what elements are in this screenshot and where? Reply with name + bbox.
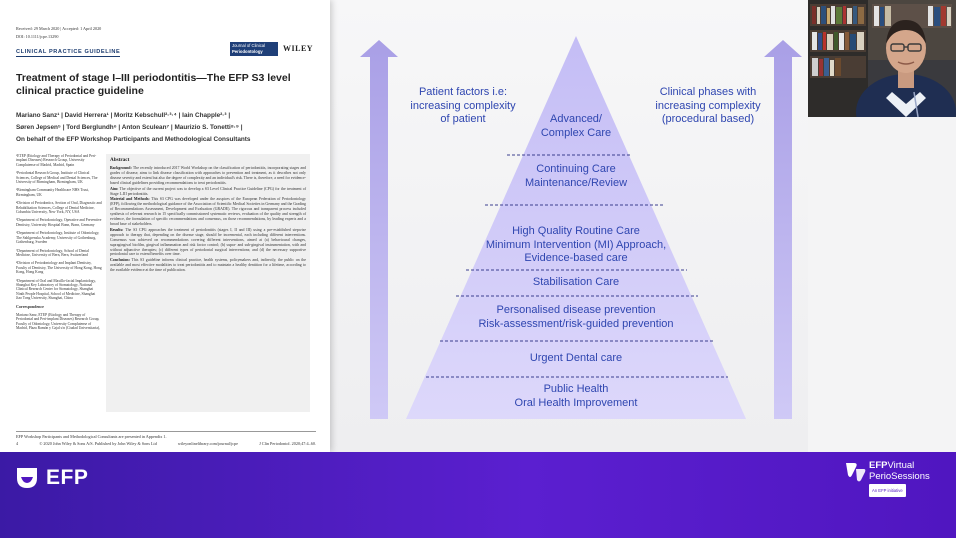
affiliation-item: ⁹Department of Oral and Maxillo-facial Implantology, Shanghai Key Laboratory of Stomatology, National Clinical Research Center for Stomatology, Shanghai Ninth People Hospital, School of Medicine, Shanghai Jiao Tong University, Shanghai, China	[16, 278, 96, 301]
footer-url: wileyonlinelibrary.com/journal/jcpe	[177, 441, 238, 446]
authors-line-1: Mariano Sanz¹ | David Herrera¹ | Moritz Kebschull²·³·⁴ | Iain Chapple²·³ |	[16, 112, 231, 119]
vps-perio-sessions: PerioSessions	[869, 471, 930, 482]
journal-paper-page	[0, 0, 330, 452]
authors-line-2: Søren Jepsen⁵ | Tord Berglundh⁶ | Anton Sculean⁷ | Maurizio S. Tonetti⁸·⁹ |	[16, 124, 243, 131]
footer-citation: J Clin Periodontol. 2020;47:4–60.	[259, 441, 316, 446]
paper-footer	[16, 441, 316, 446]
affiliation-item: ²Periodontal Research Group, Institute of Clinical Sciences, College of Medical and Dental Sciences, The University of Birmingham, Birmingham, UK	[16, 171, 98, 185]
abstract-paragraph: Conclusion: This S3 guideline informs clinical practice, health systems, policymakers and, indirectly, the public on the available and most effective modalities to treat periodontitis and to maintain a healthy dentition for a lifetime, according to the available evidence at the time of publication.	[110, 258, 306, 273]
journal-logo-line1: Journal of Clinical	[232, 43, 266, 48]
vps-virtual: Virtual	[887, 460, 915, 471]
paper-dates: Received: 29 March 2020 | Accepted: 1 April 2020	[16, 26, 102, 31]
footer-copyright: © 2020 John Wiley & Sons A/S. Published by John Wiley & Sons Ltd	[39, 441, 157, 446]
affiliation-item: ³Birmingham Community Healthcare NHS Trust, Birmingham, UK	[16, 188, 89, 197]
affiliation-item: ⁸Division of Periodontology and Implant Dentistry, Faculty of Dentistry, The University of Hong Kong, Hong Kong, Hong Kong	[16, 261, 102, 275]
journal-logo-line2: Periodontology	[232, 49, 263, 54]
efp-logo-icon	[16, 467, 38, 489]
paper-doi: DOI: 10.1111/jcpe.13290	[16, 34, 59, 39]
abstract-paragraph: Material and Methods: This S3 CPG was developed under the auspices of the European Federation of Periodontology (EFP), following the methodological guidance of the Association of Scientific Medical Societies in Germany and the Grading of Recommendations Assessment, Development and Evaluation (GRADE). The rigorous and transparent process included synthesis of relevant research in 15 specifically commissioned systematic reviews, evaluation of the quality and strength of evidence, the formulation of specific recommendations and consensus, on those recommendations, by leading experts and a broad base of stakeholders.	[110, 197, 306, 226]
vps-efp: EFP	[869, 460, 888, 471]
paper-footnote: EFP Workshop Participants and Methodological Consultants are presented in Appendix 1.	[16, 431, 316, 439]
speaker-webcam	[808, 0, 956, 117]
perio-sessions-icon	[844, 461, 866, 483]
abstract-paragraph: Background: The recently introduced 2017 World Workshop on the classification of periodontitis, incorporating stages and grades of disease, aims to link disease classification with approaches to prevention and treatment, as it describes not only disease severity and extent but also the degree of complexity and an individual's risk. There is, therefore, a need for evidence-based clinical guidelines providing recommendations to treat periodontitis.	[110, 166, 306, 185]
level-prevention: Personalised disease prevention Risk-assessment/risk-guided prevention	[478, 304, 674, 330]
right-arrow-icon	[764, 40, 802, 419]
efp-logo-text: EFP	[46, 466, 89, 489]
abstract-paragraph: Aim: The objective of the current project was to develop a S3 Level Clinical Practice Guideline (CPG) for the treatment of Stage I–III periodontitis.	[110, 186, 306, 196]
affiliation-item: ⁶Department of Periodontology, Institute of Odontology, The Sahlgrenska Academy, University of Gothenburg, Gothenburg, Sweden	[16, 231, 100, 245]
level-routine-care: High Quality Routine Care Minimum Intervention (MI) Approach, Evidence-based care	[485, 225, 667, 264]
publisher-logo: WILEY	[283, 44, 314, 53]
virtual-perio-sessions-logo	[844, 460, 930, 497]
footer-page: 4	[16, 441, 19, 446]
level-public-health: Public Health Oral Health Improvement	[514, 383, 638, 409]
level-stabilisation-care: Stabilisation Care	[532, 276, 620, 288]
level-urgent-care: Urgent Dental care	[529, 352, 623, 364]
affiliation-item: ⁵Department of Periodontology, Operative and Preventive Dentistry, University Hospital Bonn, Bonn, Germany	[16, 218, 102, 227]
paper-section-label: CLINICAL PRACTICE GUIDELINE	[16, 49, 121, 55]
correspondence-title: Correspondence	[16, 303, 44, 309]
affiliation-item: ⁷Department of Periodontology, School of Dental Medicine, University of Bern, Bern, Switzerland	[16, 248, 89, 257]
left-arrow-icon	[360, 40, 398, 419]
affiliations-column	[16, 154, 102, 412]
affiliation-item: ⁴Division of Periodontics, Section of Oral, Diagnostic and Rehabilitation Sciences, College of Dental Medicine, Columbia University, New York, NY, USA	[16, 201, 102, 215]
speaker-video-icon	[808, 0, 956, 117]
clinical-phases-label: Clinical phases with increasing complexity (procedural based)	[655, 86, 761, 125]
paper-authors	[16, 110, 316, 146]
level-continuing-care: Continuing Care Maintenance/Review	[524, 163, 628, 189]
care-pyramid-figure	[330, 0, 808, 452]
abstract-box	[106, 154, 310, 412]
patient-factors-label: Patient factors i.e: increasing complexity of patient	[410, 86, 516, 125]
efp-logo	[16, 466, 88, 490]
efp-initiative-badge: An EFP initiative	[869, 484, 906, 497]
abstract-title: Abstract	[110, 157, 130, 163]
authors-line-3: On behalf of the EFP Workshop Participants and Methodological Consultants	[16, 136, 251, 143]
correspondence-text: Mariano Sanz, ETEP (Etiology and Therapy of Periodontal and Peri-implant Diseases) Research Group, Faculty of Odontology, University Complutense of Madrid, Plaza Ramón y Cajal s/n (Ciudad Universitaria),	[16, 312, 101, 331]
event-banner	[0, 452, 956, 538]
perio-sessions-text	[869, 460, 930, 497]
abstract-paragraph: Results: The S3 CPG approaches the treatment of periodontitis (stages I, II and III) using a pre-established stepwise approach to therapy that, depending on the disease stage, should be incremental, each including different interventions. Consensus was achieved on recommendations covering different interventions, aimed at (a) behavioural changes, supragingival biofilm, gingival inflammation and risk factor control; (b) supra- and sub-gingival instrumentation, with and without adjunctive therapies; (c) different types of periodontal surgical interventions; and (d) the necessary supportive periodontal care to extend benefits over time.	[110, 227, 306, 257]
journal-logo	[230, 42, 278, 56]
paper-title: Treatment of stage I–III periodontitis—The EFP S3 level clinical practice guideline	[16, 72, 291, 97]
level-advanced-care: Advanced/ Complex Care	[540, 113, 612, 139]
affiliation-item: ¹ETEP (Etiology and Therapy of Periodontal and Peri-implant Diseases) Research Group, University Complutense of Madrid, Madrid, Spain	[16, 154, 97, 167]
